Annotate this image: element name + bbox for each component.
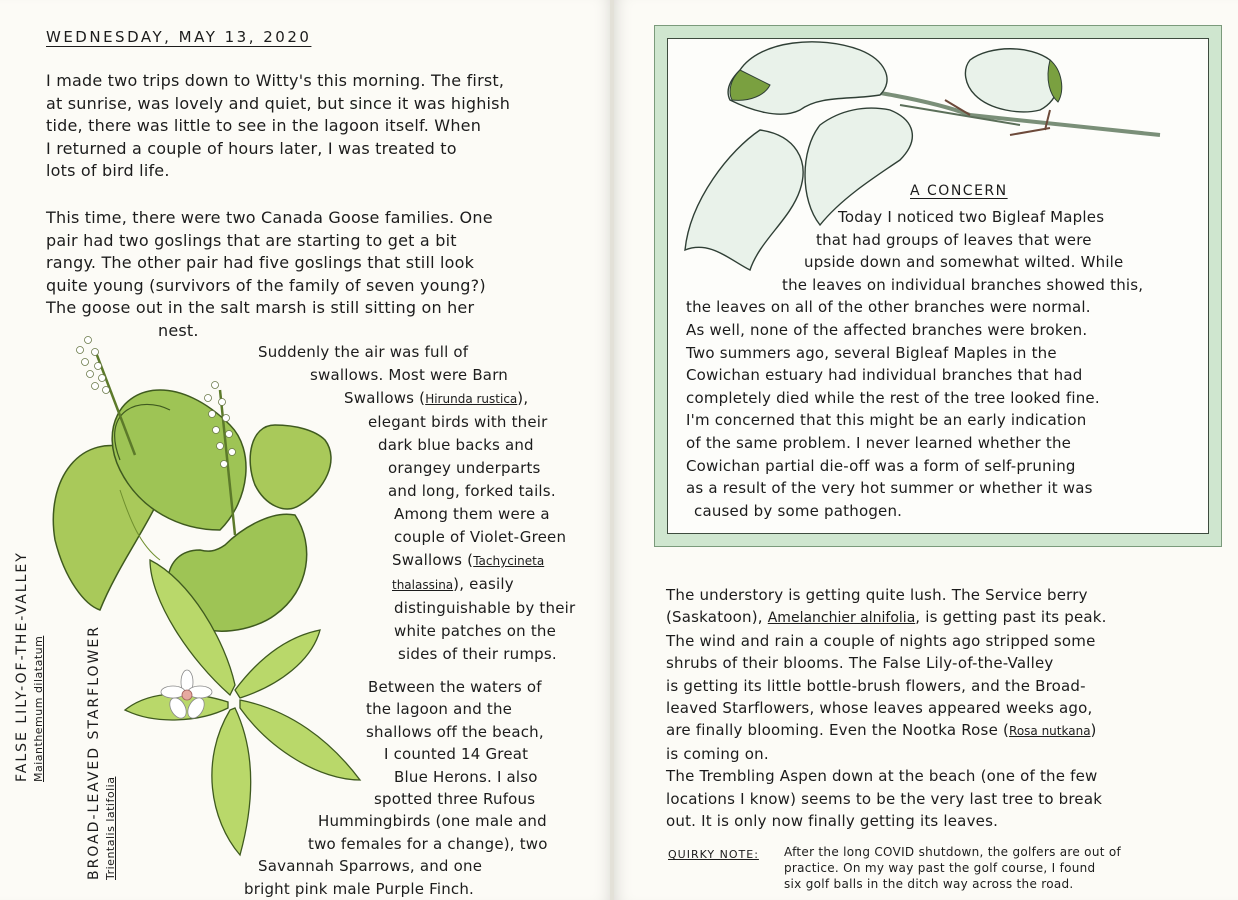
text-line: shrubs of their blooms. The False Lily-of-the-Valley [666,654,1054,673]
text-line: The goose out in the salt marsh is still sitting on her [46,298,475,317]
text-line: the leaves on all of the other branches were normal. [686,298,1091,317]
quirky-note [784,844,1121,892]
text-line: Swallows (Hirunda rustica), [344,389,529,407]
text-line: I returned a couple of hours later, I was treated to [46,138,457,158]
text-line: Blue Herons. I also [394,767,538,786]
text-line: nest. [158,320,199,340]
text-line: Cowichan estuary had individual branches that had [686,366,1083,385]
quirky-note-label: QUIRKY NOTE: [668,848,759,861]
paragraph-morning-trips [46,70,510,183]
text-line: Two summers ago, several Bigleaf Maples in the [686,343,1057,362]
scientific-name: Tachycineta [473,554,545,568]
text-line: shallows off the beach, [366,722,544,741]
text-line: Cowichan partial die-off was a form of self-pruning [686,456,1076,475]
paragraph-concern [686,206,1143,522]
text-line: This time, there were two Canada Goose families. One [46,208,493,227]
text-line: upside down and somewhat wilted. While [804,253,1124,272]
text-line: swallows. Most were Barn [310,366,509,384]
paragraph-geese [46,207,493,342]
text-line: bright pink male Purple Finch. [244,879,475,898]
text-line: quite young (survivors of the family of seven young?) [46,275,486,295]
text-line: Suddenly the air was full of [258,343,469,361]
text-line: elegant birds with their [368,413,548,431]
text-line: After the long COVID shutdown, the golfers are out of [784,845,1122,859]
text-line: Among them were a [394,505,550,523]
text-line: and long, forked tails. [388,482,556,500]
text-line: the lagoon and the [366,700,513,719]
label-false-lily: FALSE LILY-OF-THE-VALLEY Maianthemum dilatatum [14,551,45,782]
scientific-name: Amelanchier alnifolia [767,610,916,627]
text-line: distinguishable by their [394,599,576,617]
text-line: The wind and rain a couple of nights ago stripped some [666,631,1096,650]
text-line: at sunrise, was lovely and quiet, but since it was highish [46,93,511,113]
scientific-name: Trientalis latifolia [104,776,117,880]
text-line: sides of their rumps. [398,645,557,663]
concern-title: A CONCERN [910,183,1008,199]
text-line: is coming on. [666,744,769,763]
text-line: are finally blooming. Even the Nootka Rose (Rosa nutkana) [666,721,1097,740]
scientific-name: thalassina [392,578,454,592]
text-line: thalassina), easily [392,575,514,593]
text-line: I made two trips down to Witty's this morning. The first, [46,71,505,90]
text-line: the leaves on individual branches showed this, [782,275,1144,294]
text-line: lots of bird life. [46,161,170,180]
text-line: two females for a change), two [308,834,548,853]
text-line: couple of Violet-Green [394,528,567,546]
text-line: Swallows (Tachycineta [392,551,545,569]
scientific-name: Maianthemum dilatatum [32,635,45,782]
scientific-name: Rosa nutkana [1009,724,1091,739]
text-line: orangey underparts [388,459,541,477]
text-line: completely died while the rest of the tree looked fine. [686,388,1100,407]
text-line: out. It is only now finally getting its leaves. [666,812,999,831]
text-line: of the same problem. I never learned whether the [686,433,1072,452]
scientific-name: Hirunda rustica [425,392,518,406]
text-line: practice. On my way past the golf course, I found [784,861,1096,875]
text-line: I'm concerned that this might be an early indication [686,411,1087,430]
text-line: six golf balls in the ditch way across the road. [784,877,1074,891]
text-line: is getting its little bottle-brush flowers, and the Broad- [666,676,1086,695]
text-line: (Saskatoon), Amelanchier alnifolia, is getting past its peak. [666,608,1107,627]
text-line: Hummingbirds (one male and [318,812,547,831]
text-line: white patches on the [394,622,557,640]
paragraph-understory [666,584,1107,832]
text-line: leaved Starflowers, whose leaves appeared weeks ago, [666,699,1093,718]
book-gutter [610,0,614,900]
lily-leaves [53,390,331,631]
text-line: tide, there was little to see in the lagoon itself. When [46,116,482,135]
text-line: as a result of the very hot summer or whether it was [686,479,1093,498]
text-line: Between the waters of [368,678,542,696]
text-line: As well, none of the affected branches were broken. [686,320,1088,339]
text-line: that had groups of leaves that were [816,230,1092,249]
text-line: I counted 14 Great [384,745,529,764]
text-line: dark blue backs and [378,436,534,454]
text-line: rangy. The other pair had five goslings that still look [46,253,475,272]
text-line: caused by some pathogen. [694,501,903,520]
text-line: locations I know) seems to be the very last tree to break [666,789,1103,808]
text-line: The Trembling Aspen down at the beach (one of the few [666,767,1098,786]
journal-date: WEDNESDAY, MAY 13, 2020 [46,28,312,46]
label-starflower: BROAD-LEAVED STARFLOWER Trientalis latifolia [86,625,117,880]
text-line: Today I noticed two Bigleaf Maples [838,208,1105,226]
text-line: pair had two goslings that are starting to get a bit [46,230,457,250]
text-line: Savannah Sparrows, and one [258,857,483,876]
text-line: spotted three Rufous [374,790,536,809]
text-line: The understory is getting quite lush. The Service berry [666,586,1088,604]
